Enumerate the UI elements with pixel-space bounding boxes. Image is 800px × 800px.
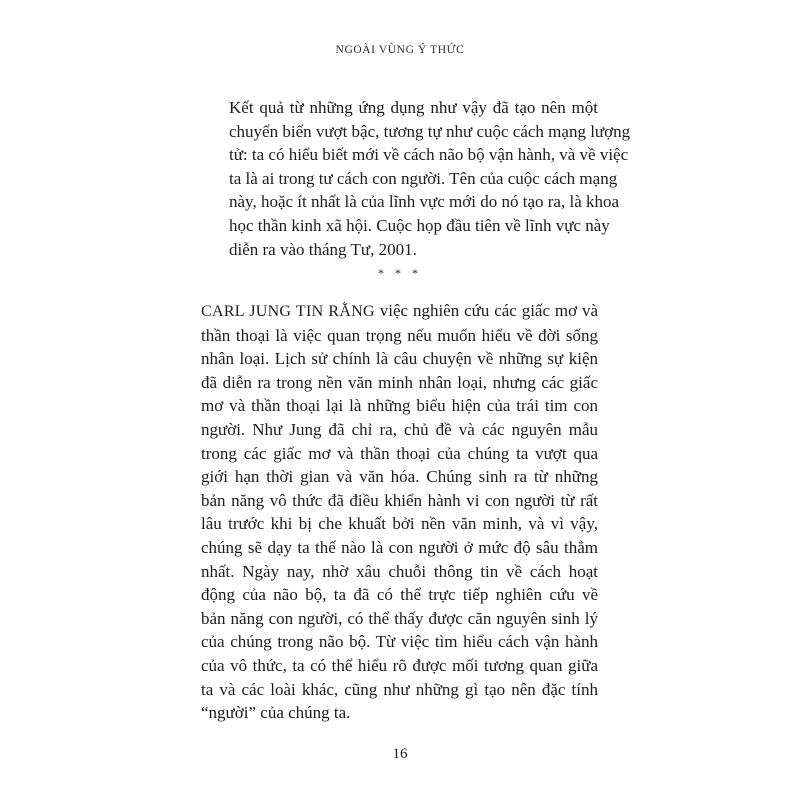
paragraph-line: đã diễn ra trong nền văn minh nhân loại, nhưng các giấc — [201, 372, 598, 392]
paragraph-line: của vô thức, ta có thể hiểu rõ được mối tương quan giữa — [201, 655, 598, 675]
paragraph-line: lâu trước khi bị che khuất bởi nền văn minh, và vì vậy, — [201, 514, 598, 534]
section-separator: * * * — [378, 266, 422, 280]
paragraph-line: Kết quả từ những ứng dụng như vậy đã tạo nên một — [229, 98, 598, 117]
paragraph-line: của chúng trong não bộ. Từ việc tìm hiểu cách vận hành — [201, 632, 598, 652]
paragraph-line: bản năng vô thức đã điều khiển hành vi con người từ rất — [201, 490, 598, 510]
paragraph-line: bản năng con người, có thể thấy được căn nguyên sinh lý — [201, 608, 598, 628]
first-line-rest: việc nghiên cứu các giấc mơ và — [374, 301, 598, 320]
paragraph-line: nhân loại. Lịch sử chính là câu chuyện về những sự kiện — [201, 349, 598, 369]
paragraph-line: trong các giấc mơ và thần thoại của chúng ta vượt qua — [201, 443, 598, 463]
paragraph-line: động của não bộ, ta đã có thể trực tiếp nghiên cứu về — [201, 585, 598, 605]
paragraph-line: tử: ta có hiểu biết mới về cách não bộ vận hành, và về việc — [229, 145, 629, 165]
paragraph-line: “người” của chúng ta. — [201, 703, 351, 723]
paragraph-line: chúng sẽ dạy ta thế nào là con người ở mức độ sâu thẳm — [201, 537, 598, 557]
paragraph-1 — [201, 96, 631, 261]
paragraph-line: ta và các loài khác, cũng như những gì tạo nên đặc tính — [201, 679, 598, 699]
paragraph-line: người. Như Jung đã chỉ ra, chủ đề và các nguyên mẫu — [201, 419, 598, 439]
paragraph-2 — [201, 299, 598, 725]
lead-in-caps: CARL JUNG TIN RẰNG — [201, 303, 375, 320]
running-head: NGOÀI VÙNG Ý THỨC — [335, 44, 465, 56]
paragraph-line: chuyển biến vượt bậc, tương tự như cuộc cách mạng lượng — [229, 121, 631, 141]
paragraph-line: này, hoặc ít nhất là của lĩnh vực mới do nó tạo ra, là khoa — [229, 192, 620, 212]
paragraph-line: nhất. Ngày nay, nhờ xâu chuỗi thông tin về cách hoạt — [201, 561, 598, 581]
paragraph-line: ta là ai trong tư cách con người. Tên của cuộc cách mạng — [229, 168, 618, 188]
page-number: 16 — [392, 746, 408, 762]
paragraph-line: giới hạn thời gian và văn hóa. Chúng sinh ra từ những — [201, 467, 598, 487]
paragraph-line: thần thoại là việc quan trọng nếu muốn hiểu về đời sống — [201, 325, 598, 345]
paragraph-line: học thần kinh xã hội. Cuộc họp đầu tiên về lĩnh vực này — [229, 215, 610, 235]
paragraph-line: mơ và thần thoại lại là những biểu hiện của trái tim con — [201, 396, 598, 416]
paragraph-first-line — [201, 299, 598, 324]
paragraph-line: diễn ra vào tháng Tư, 2001. — [229, 239, 417, 259]
